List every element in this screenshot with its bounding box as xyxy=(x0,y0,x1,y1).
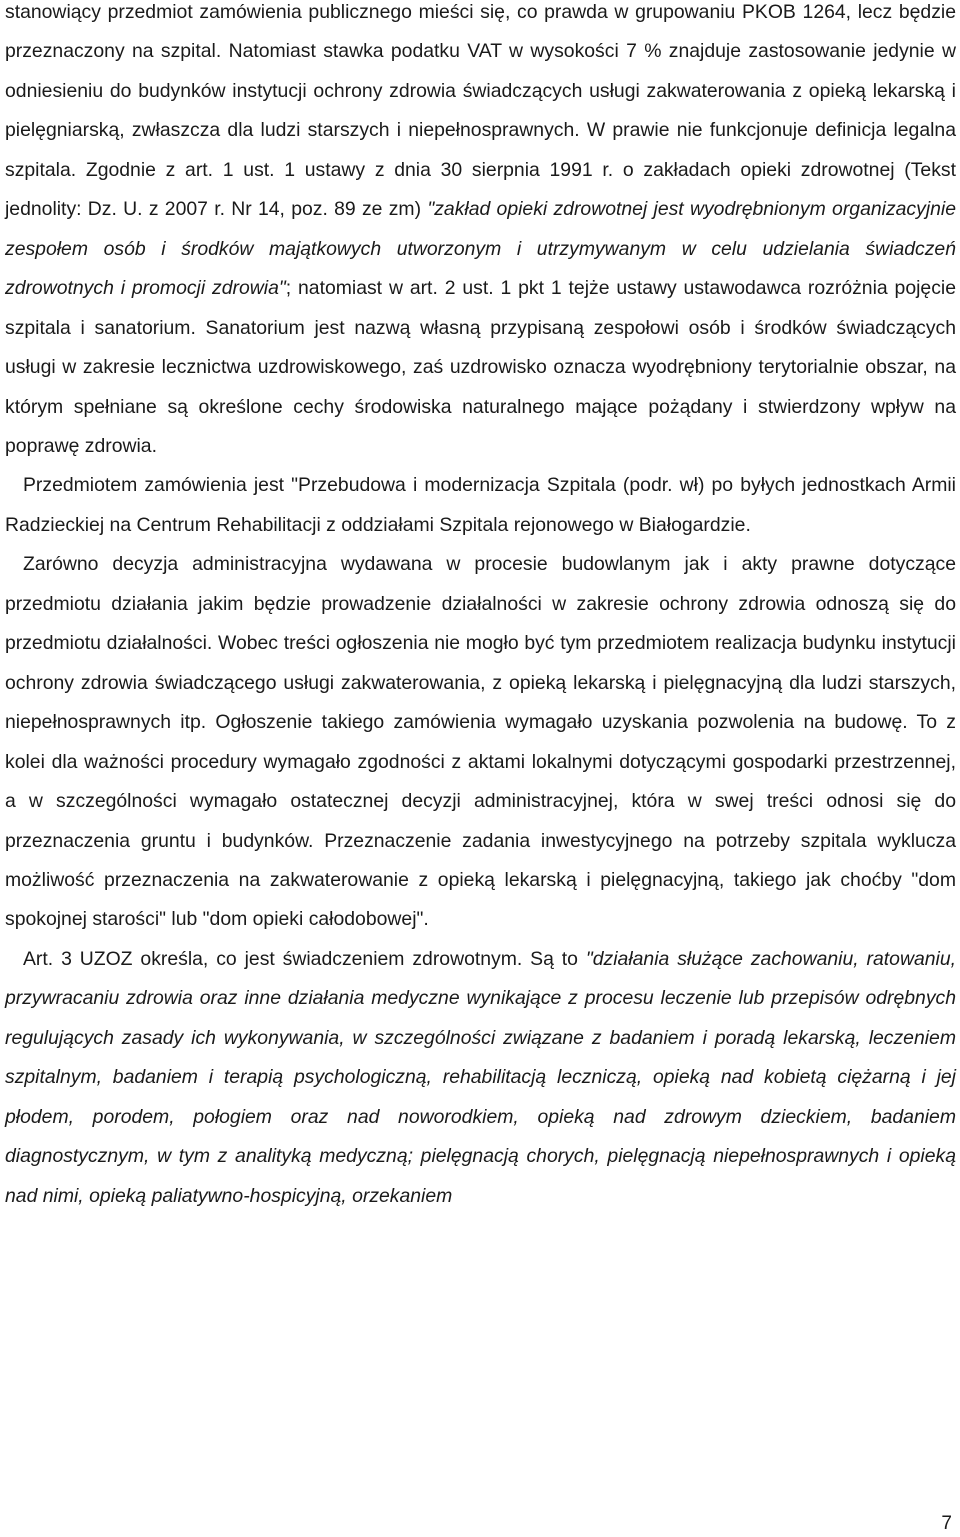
paragraph-2-text: Przedmiotem zamówienia jest "Przebudowa i modernizacja Szpitala (podr. wł) po byłych jednostkach Armii Radzieckiej na Centrum Rehabilitacji z oddziałami Szpitala rejonowego w Białogardzie. xyxy=(5,474,956,536)
paragraph-3 xyxy=(5,545,956,940)
paragraph-3-text: Zarówno decyzja administracyjna wydawana w procesie budowlanym jak i akty prawne dotyczące przedmiotu działania jakim będzie prowadzenie działalności w zakresie ochrony zdrowia odnoszą się do przedmiotu działalności. Wobec treści ogłoszenia nie mogło być tym przedmiotem realizacja budynku instytucji ochrony zdrowia świadczącego usługi zakwaterowania, z opieką lekarską i pielęgnacyjną dla ludzi starszych, niepełnosprawnych itp. Ogłoszenie takiego zamówienia wymagało uzyskania pozwolenia na budowę. To z kolei dla ważności procedury wymagało zgodności z aktami lokalnymi dotyczącymi gospodarki przestrzennej, a w szczególności wymagało ostatecznej decyzji administracyjnej, która w swej treści odnosi się do przeznaczenia gruntu i budynków. Przeznaczenie zadania inwestycyjnego na potrzeby szpitala wyklucza możliwość przeznaczenia na zakwaterowanie z opieką lekarską i pielęgnacyjną, takiego jak choćby "dom spokojnej starości" lub "dom opieki całodobowej". xyxy=(5,553,956,931)
paragraph-1 xyxy=(5,0,956,466)
paragraph-1-text-a: stanowiący przedmiot zamówienia publicznego mieści się, co prawda w grupowaniu PKOB 1264, lecz będzie przeznaczony na szpital. Natomiast stawka podatku VAT w wysokości 7 % znajduje zastosowanie jedynie w odniesieniu do budynków instytucji ochrony zdrowia świadczących usługi zakwaterowania z opieką lekarską i pielęgniarską, zwłaszcza dla ludzi starszych i niepełnosprawnych. W prawie nie funkcjonuje definicja legalna szpitala. Zgodnie z art. 1 ust. 1 ustawy z dnia 30 sierpnia 1991 r. o zakładach opieki zdrowotnej (Tekst jednolity: Dz. U. z 2007 r. Nr 14, poz. 89 ze zm) xyxy=(5,1,956,221)
document-page xyxy=(5,0,956,1216)
page-number: 7 xyxy=(941,1513,952,1534)
paragraph-4-quote: "działania służące zachowaniu, ratowaniu, przywracaniu zdrowia oraz inne działania medyczne wynikające z procesu leczenie lub przepisów odrębnych regulujących zasady ich wykonywania, w szczególności związane z badaniem i poradą lekarską, leczeniem szpitalnym, badaniem i terapią psychologiczną, rehabilitacją leczniczą, opieką nad kobietą ciężarną i jej płodem, porodem, połogiem oraz nad noworodkiem, opieką nad zdrowym dzieckiem, badaniem diagnostycznym, w tym z analityką medyczną; pielęgnacją chorych, pielęgnacją niepełnosprawnych i opieką nad nimi, opieką paliatywno-hospicyjną, orzekaniem xyxy=(5,947,957,1207)
paragraph-4 xyxy=(5,940,956,1216)
paragraph-4-text-a: Art. 3 UZOZ określa, co jest świadczeniem zdrowotnym. Są to xyxy=(23,947,586,970)
paragraph-1-quote: "zakład opieki zdrowotnej jest wyodrębnionym organizacyjnie zespołem osób i środków majątkowych utworzonym i utrzymywanym w celu udzielania świadczeń zdrowotnych i promocji zdrowia" xyxy=(5,198,956,300)
paragraph-1-text-b: ; natomiast w art. 2 ust. 1 pkt 1 tejże ustawy ustawodawca rozróżnia pojęcie szpitala i sanatorium. Sanatorium jest nazwą własną przypisaną zespołowi osób i środków świadczących usługi w zakresie lecznictwa uzdrowiskowego, zaś uzdrowisko oznacza wyodrębniony terytorialnie obszar, na którym spełniane są określone cechy środowiska naturalnego mające pożądany i stwierdzony wpływ na poprawę zdrowia. xyxy=(5,277,956,457)
paragraph-2 xyxy=(5,466,956,545)
